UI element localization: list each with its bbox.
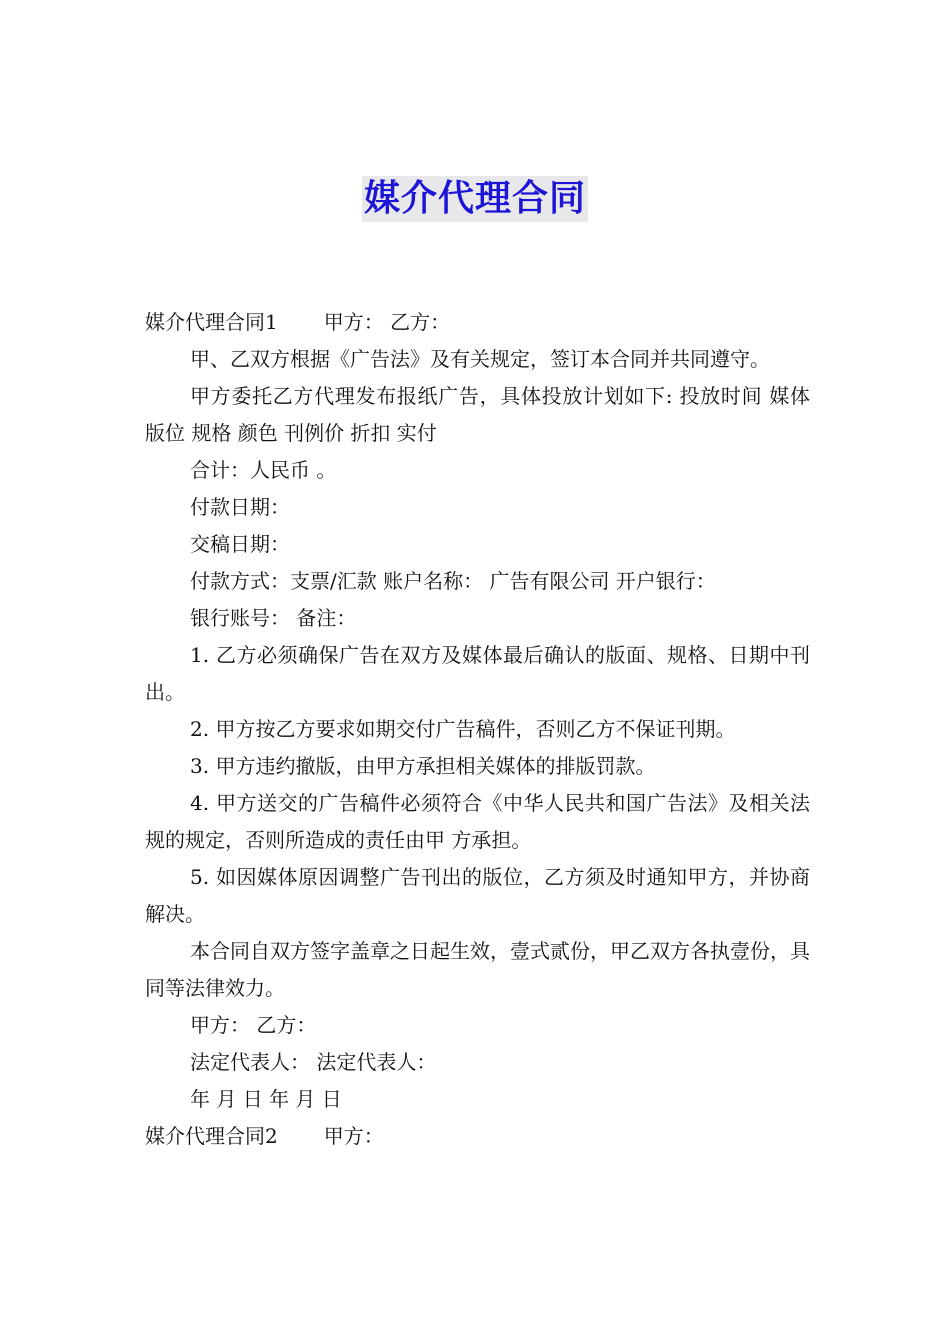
document-title: 媒介代理合同 [362, 176, 588, 222]
paragraph-basis: 甲、乙双方根据《广告法》及有关规定，签订本合同并共同遵守。 [190, 347, 770, 371]
field-total: 合计：人民币 。 [190, 458, 337, 482]
title-container [0, 176, 950, 222]
contract-1-party-b: 乙方： [390, 310, 451, 334]
clause-1: 1. 乙方必须确保广告在双方及媒体最后确认的版面、规格、日期中刊出。 [145, 643, 810, 704]
field-bank-account: 银行账号： 备注： [190, 606, 357, 630]
signature-parties: 甲方： 乙方： [190, 1013, 317, 1037]
contract-1-label: 媒介代理合同1 [145, 310, 278, 334]
field-submission-date: 交稿日期： [190, 532, 290, 556]
document-body [145, 304, 810, 1155]
clause-3: 3. 甲方违约撤版，由甲方承担相关媒体的排版罚款。 [190, 754, 656, 778]
contract-2-header [145, 1118, 810, 1155]
contract-2-label: 媒介代理合同2 [145, 1124, 278, 1148]
contract-1-party-a: 甲方： [323, 310, 384, 334]
clause-5: 5. 如因媒体原因调整广告刊出的版位，乙方须及时通知甲方，并协商解决。 [145, 865, 810, 926]
paragraph-plan: 甲方委托乙方代理发布报纸广告，具体投放计划如下: 投放时间 媒体 版位 规格 颜色 刊例价 折扣 实付 [145, 384, 810, 445]
clause-2: 2. 甲方按乙方要求如期交付广告稿件，否则乙方不保证刊期。 [190, 717, 736, 741]
contract-1-header [145, 304, 810, 341]
signature-representatives: 法定代表人： 法定代表人： [190, 1050, 437, 1074]
field-payment-method: 付款方式：支票/汇款 账户名称： 广告有限公司 开户银行： [190, 569, 716, 593]
signature-dates: 年 月 日 年 月 日 [190, 1087, 342, 1111]
contract-2-party-a: 甲方： [323, 1124, 384, 1148]
clause-4: 4. 甲方送交的广告稿件必须符合《中华人民共和国广告法》及相关法规的规定，否则所造成的责任由甲 方承担。 [145, 791, 810, 852]
field-payment-date: 付款日期： [190, 495, 290, 519]
closing-paragraph: 本合同自双方签字盖章之日起生效，壹式贰份，甲乙双方各执壹份，具同等法律效力。 [145, 939, 810, 1000]
